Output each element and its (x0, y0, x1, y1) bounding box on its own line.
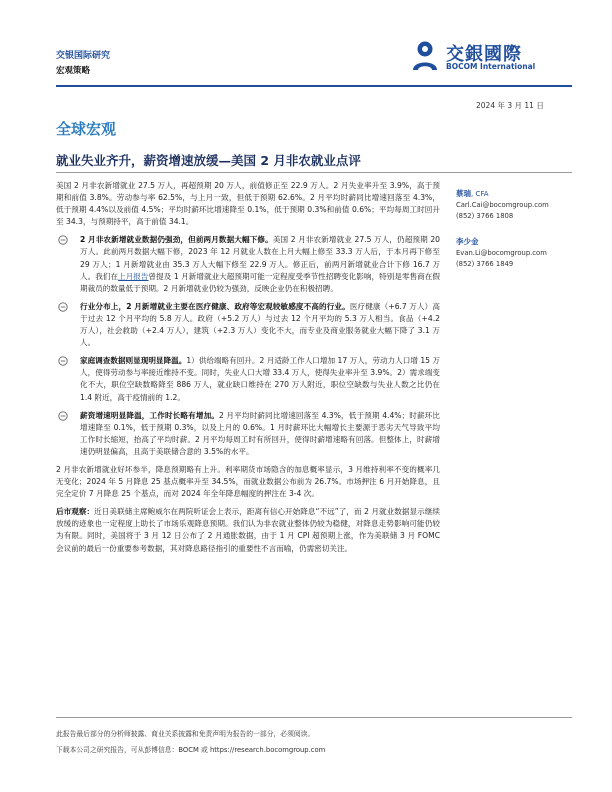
disclaimer-note: 此报告最后部分的分析师披露、商业关系披露和免责声明为报告的一部分，必须阅读。 (56, 730, 315, 738)
report-date: 2024 年 3 月 11 日 (476, 101, 544, 110)
analyst-sidebar (456, 188, 572, 270)
intro-paragraph: 美国 2 月非农新增就业 27.5 万人，再超预期 20 万人，前值修正至 22.9 万人。2 月失业率升至 3.9%，高于预期和前值 3.8%。劳动参与率 62.5%，与上月一致，但低于预期 62.6%。2 月平均时薪同比增速回落至 4.3%，低于预期 4.4%以及前值 4.5%；平均时薪环比增速降至 0.1%，低于预期 0.3%和前值 0.6%；平均每周工时回升至 34.3，与预期持平，高于前值 34.1。 (56, 181, 440, 227)
bullet-text-cont: 曾提及 1 月新增就业大超预期可能一定程度受季节性招聘变化影响，特别是零售商在假期裁员的数量低于预期。2 月新增就业仍较为强劲，反映企业仍在积极招聘。 (80, 271, 441, 293)
outlook-paragraph (56, 506, 440, 554)
bullet-text: 1）供给端略有回升。2 月适龄工作人口增加 17 万人，劳动力人口增 15 万人，使得劳动参与率接近维持不变。同时，失业人口大增 33.4 万人，使得失业率升至 3.9%。2）需求端变化不大，职位空缺数略降至 886 万人，就业缺口维持在 270 万人附近，职位空缺数与失业人数之比仍在 1.4 附近，高于疫情前的 1.2。 (80, 356, 440, 402)
last-month-report-link[interactable]: 上月报告 (118, 271, 149, 281)
bullet-lead: 2 月非农新增就业数据仍强劲，但前两月数据大幅下修。 (80, 235, 273, 245)
outlook-label: 后市观察： (56, 507, 95, 517)
bullet-lead: 行业分布上，2 月新增就业主要在医疗健康、政府等宏观较敏感度不高的行业。 (80, 301, 350, 311)
report-body (56, 180, 440, 561)
bullet-icon (58, 356, 68, 366)
analyst-name-line (456, 188, 572, 200)
outlook-text: 近日美联储主席鲍威尔在两院听证会上表示，距离有信心开始降息“不远”了，而 2 月就业数据显示继续放缓的迹象也一定程度上助长了市场乐观降息预期。我们认为非农就业整体仍较为稳健，对降息走势影响可能仍较为有限。同时，美国将于 3 月 12 日公布了 2 月通胀数据，由于 1 月 CPI 超预期上涨，作为美联储 3 月 FOMC 会议前的最后一份重要参考数据，其对降息路径指引的重要性不言而喻，仍需密切关注。 (56, 507, 441, 553)
bullet-icon (58, 302, 68, 312)
bullet-text: 2 月平均时薪同比增速回落至 4.3%，低于预期 4.4%；时薪环比增速降至 0.1%，低于预期 0.3%，以及上月的 0.6%。1 月时薪环比大幅增长主要源于恶劣天气导致平均工作时长缩短，抬高了平均时薪。2 月平均每周工时有所回升，使得时薪增速略有回落。但整体上，时薪增速仍明显偏高，且高于美联储合意的 3.5%的水平。 (80, 410, 441, 456)
analyst-phone: (852) 3766 1849 (456, 260, 514, 268)
analyst-email[interactable]: Carl.Cai@bocomgroup.com (456, 201, 549, 209)
report-title: 就业失业齐升，薪资增速放缓—美国 2 月非农就业点评 (56, 153, 361, 168)
header-divider (56, 85, 572, 87)
analyst-email[interactable]: Evan.Li@bocomgroup.com (456, 249, 547, 257)
section-title: 全球宏观 (56, 120, 117, 138)
download-note: 下载本公司之研究报告，可从彭博信息：BOCM 或 https://research.bocomgroup.com (56, 746, 326, 754)
bocom-logo-icon (410, 40, 440, 72)
bullet-icon (58, 411, 68, 421)
title-divider (56, 172, 572, 173)
bullet-text: 美国 2 月非农新增就业 27.5 万人，仍超预期 20 万人。此前两月数据大幅下修，2023 年 12 月就业人数在上月大幅上修至 33.3 万人后，于本月再下修至 29 万人；1 月新增就业由 35.3 万人大幅下修至 22.9 万人。修正后，前两月新增就业合计下修 16.7 万人。我们在 (80, 235, 440, 281)
footer-divider (56, 717, 572, 718)
analyst-name-line (456, 236, 572, 248)
bullet-icon (58, 235, 68, 245)
header-subtitle: 宏观策略 (56, 66, 91, 76)
bullet-item (56, 410, 440, 458)
bullet-lead: 薪资增速明显降温，工作时长略有增加。 (80, 410, 220, 420)
bullet-lead: 家庭调查数据则显现明显降温。 (80, 356, 187, 366)
bocom-logo (410, 40, 570, 74)
logo-text-en: BOCOM International (446, 62, 536, 71)
header-org: 交银国际研究 (56, 51, 111, 61)
bullet-item (56, 234, 440, 294)
analyst-name: 蔡瑞 (456, 189, 471, 198)
bullet-item (56, 301, 440, 349)
rate-expectation-paragraph: 2 月非农新增就业好坏参半，降息预期略有上升。利率期货市场隐含的加息概率显示，3 月维持利率不变的概率几无变化；2024 年 5 月降息 25 基点概率升至 34.5%，而就业数据公布前为 26.7%。市场押注 6 月开始降息，且完全定价 7 月降息 25 个基点，而对 2024 年全年降息幅度的押注在 3-4 次。 (56, 464, 440, 499)
analyst-phone: (852) 3766 1808 (456, 212, 514, 220)
bullet-item (56, 355, 440, 403)
bullet-text: 医疗健康（+6.7 万人）高于过去 12 个月平均的 5.8 万人。政府（+5.2 万人）与过去 12 个月平均的 5.3 万人相当。食品（+4.2 万人），社会救助（+2.4 万人），建筑（+2.3 万人）变化不大，而专业及商业服务就业大幅下降了 3.1 万人。 (80, 301, 440, 348)
analyst-name: 李少金 (456, 237, 479, 246)
analyst-credential: , CFA (471, 190, 489, 198)
logo-text-cn: 交銀國際 (446, 44, 522, 65)
